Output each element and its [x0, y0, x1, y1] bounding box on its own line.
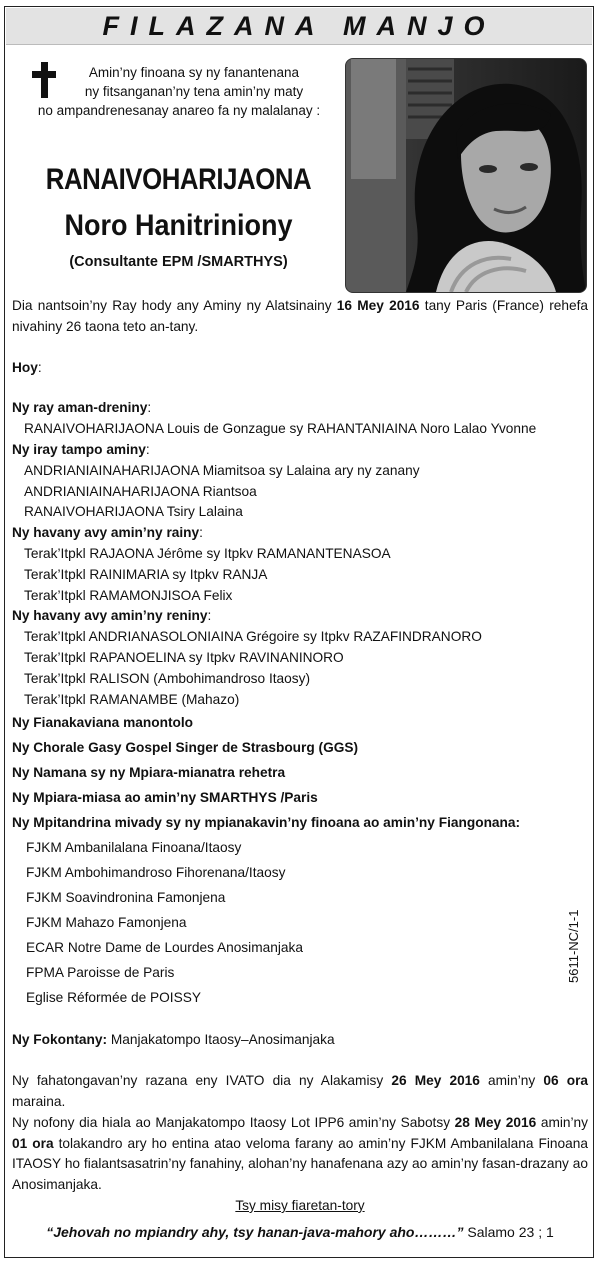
- list-item: ANDRIANIAINAHARIJAONA Riantsoa: [24, 483, 257, 499]
- maternal-heading: Ny havany avy amin’ny reniny:: [12, 608, 212, 624]
- church-item: FJKM Ambohimandroso Fihorenana/Itaosy: [26, 865, 286, 881]
- closing-quote: [12, 1224, 588, 1240]
- church-item: FPMA Paroisse de Paris: [26, 965, 175, 981]
- church-item: FJKM Ambanilalana Finoana/Itaosy: [26, 840, 242, 856]
- quote-reference: Salamo 23 ; 1: [463, 1224, 554, 1240]
- no-reception-note: Tsy misy fiaretan-tory: [235, 1197, 365, 1213]
- list-item: RANAIVOHARIJAONA Tsiry Lalaina: [24, 504, 243, 520]
- deceased-role: (Consultante EPM /SMARTHYS): [69, 254, 288, 270]
- church-item: Eglise Réformée de POISSY: [26, 990, 201, 1006]
- church-heading: Ny Mpitandrina mivady sy ny mpianakavin’ny finoana ao amin’ny Fiangonana:: [12, 815, 521, 831]
- list-item: Terak’Itpkl RAMAMONJISOA Felix: [24, 587, 233, 603]
- list-item: Terak’Itpkl RAPANOELINA sy Itpkv RAVINANINORO: [24, 649, 344, 665]
- parents-heading: Ny ray aman-dreniny:: [12, 400, 152, 416]
- deceased-given-names: Noro Hanitriniony: [64, 209, 293, 242]
- church-item: ECAR Notre Dame de Lourdes Anosimanjaka: [26, 940, 303, 956]
- fokontany-line: Ny Fokontany: Manjakatompo Itaosy–Anosimanjaka: [12, 1032, 335, 1048]
- list-item: Terak’Itpkl RALISON (Ambohimandroso Itaosy): [24, 670, 311, 686]
- list-item: ANDRIANIAINAHARIJAONA Miamitsoa sy Lalaina ary ny zanany: [24, 462, 420, 478]
- church-item: FJKM Mahazo Famonjena: [26, 915, 187, 931]
- other-group: Ny Mpiara-miasa ao amin’ny SMARTHYS /Paris: [12, 790, 318, 806]
- list-item: Terak’Itpkl RAINIMARIA sy Itpkv RANJA: [24, 566, 268, 582]
- arrival-paragraph: Ny fahatongavan’ny razana eny IVATO dia ny Alakamisy 26 Mey 2016 amin’ny 06 ora maraina.: [12, 1073, 589, 1109]
- paternal-heading: Ny havany avy amin’ny rainy:: [12, 525, 203, 541]
- other-group: Ny Fianakaviana manontolo: [12, 715, 194, 731]
- intro-text: [20, 63, 338, 120]
- portrait-photo: [345, 58, 587, 293]
- intro-line: Amin’ny finoana sy ny fanantenana: [88, 65, 300, 80]
- burial-paragraph: Ny nofony dia hiala ao Manjakatompo Itaosy Lot IPP6 amin’ny Sabotsy 28 Mey 2016 amin’ny 01 ora tolakandro ary ho entina atao veloma farany ao amin’ny FJKM Ambanilalana Finoana ITAOSY ho fialantsasatrin’ny fanahiny, alohan’ny hanafenana azy ao amin’ny fasan-drazany ao Anosimanjaka.: [12, 1114, 589, 1193]
- list-item: RANAIVOHARIJAONA Louis de Gonzague sy RAHANTANIAINA Noro Lalao Yvonne: [24, 421, 537, 437]
- list-item: Terak’Itpkl RAJAONA Jérôme sy Itpkv RAMANANTENASOA: [24, 545, 391, 561]
- other-group: Ny Namana sy ny Mpiara-mianatra rehetra: [12, 765, 286, 781]
- header-banner: [6, 8, 592, 45]
- death-date: 16 Mey 2016: [336, 298, 420, 313]
- quote-text: “Jehovah no mpiandry ahy, tsy hanan-java-mahory aho………”: [46, 1224, 464, 1240]
- intro-line: no ampandrenesanay anareo fa ny malalanay :: [37, 103, 321, 118]
- other-group: Ny Chorale Gasy Gospel Singer de Strasbourg (GGS): [12, 740, 359, 756]
- list-item: Terak’Itpkl RAMANAMBE (Mahazo): [24, 691, 240, 707]
- intro-line: ny fitsanganan’ny tena amin’ny maty: [84, 84, 304, 99]
- deceased-surname: RANAIVOHARIJAONA: [45, 163, 312, 196]
- notice-body: [12, 296, 588, 1217]
- list-item: Terak’Itpkl ANDRIANASOLONIAINA Grégoire sy Itpkv RAZAFINDRANORO: [24, 629, 482, 645]
- hoy-label: Hoy:: [12, 359, 42, 375]
- siblings-heading: Ny iray tampo aminy:: [12, 441, 150, 457]
- church-item: FJKM Soavindronina Famonjena: [26, 890, 226, 906]
- reference-code: 5611-NC/1-1: [566, 909, 581, 983]
- notice-title: FILAZANA MANJO: [102, 10, 496, 41]
- announcement-paragraph: Dia nantsoin’ny Ray hody any Aminy ny Alatsinainy 16 Mey 2016 tany Paris (France) rehefa nivahiny 26 taona teto an-tany.: [12, 298, 589, 334]
